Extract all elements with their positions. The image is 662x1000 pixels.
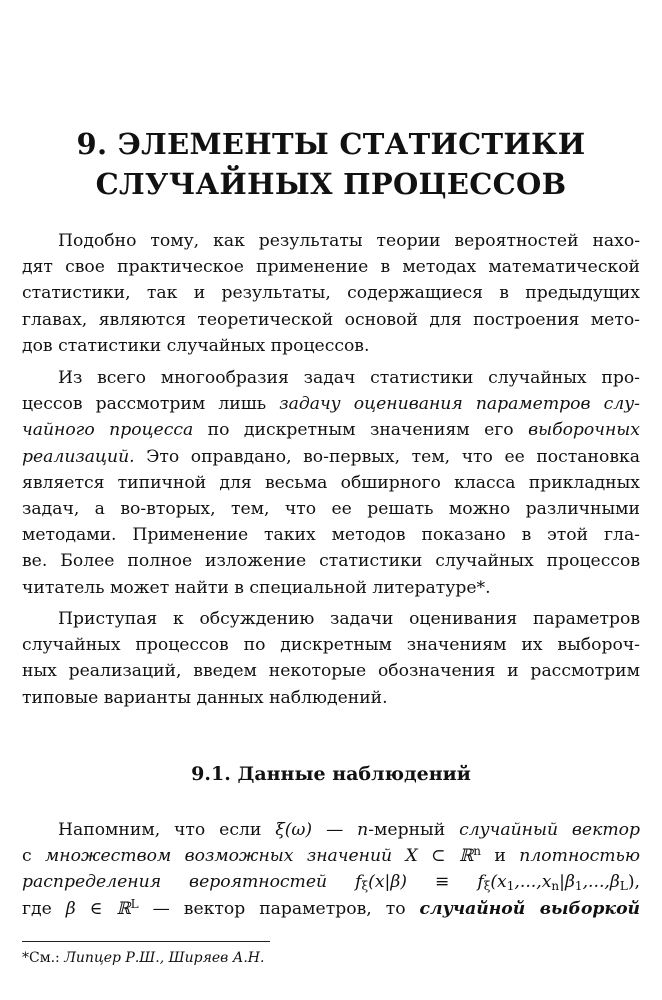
footnote-divider	[22, 941, 270, 942]
math-sup: L	[130, 896, 139, 911]
section-title: 9.1. Данные наблюдений	[191, 763, 471, 785]
text-line	[22, 843, 640, 869]
emphasis-sample: выборочных	[528, 420, 640, 441]
text-line: ных реализаций, введем некоторые обозначения и рассмотрим	[22, 661, 640, 682]
math-var: X ⊂ ℝ	[405, 846, 474, 867]
math-sub: 1	[506, 879, 515, 894]
text-line: читатель может найти в специальной литературе*.	[22, 577, 491, 598]
math-var: |β	[559, 872, 575, 893]
text-line	[22, 417, 640, 443]
math-n	[357, 820, 445, 840]
math-beta-in	[65, 896, 139, 919]
text-span: по дискретным значениям его	[207, 420, 514, 441]
text-line	[22, 869, 640, 895]
math-x-subset	[406, 846, 481, 866]
math-sub: n	[551, 879, 560, 894]
math-density-formula	[355, 872, 640, 892]
text-line: статистики, так и результаты, содержащиеся в предыдущих	[22, 283, 640, 304]
text-span: и	[494, 846, 506, 867]
chapter-title-line-1: 9. ЭЛЕМЕНТЫ СТАТИСТИКИ	[76, 127, 586, 161]
emphasis-value-set: множеством возможных значений	[45, 846, 393, 867]
math-var: (x|β) ≡ f	[368, 872, 484, 893]
text-line	[22, 391, 640, 417]
math-sub: L	[619, 879, 628, 894]
chapter-title	[20, 124, 642, 204]
emphasis-distribution: распределения вероятностей	[22, 872, 328, 893]
text-line: методами. Применение таких методов показано в этой гла-	[22, 525, 640, 546]
math-sub: ξ	[483, 879, 491, 894]
emphasis-random-sample: случайной выборкой	[419, 898, 641, 919]
text-line: главах, являются теоретической основой для построения мето-	[22, 309, 640, 330]
text-line: Приступая к обсуждению задачи оценивания параметров	[58, 609, 640, 629]
text-line: является типичной для весьма обширного класса прикладных	[22, 472, 640, 493]
math-sub: ξ	[361, 879, 369, 894]
footnote-mark: *См.:	[22, 950, 60, 966]
footnote-authors: Липцер Р.Ш., Ширяев А.Н.	[64, 950, 265, 966]
text-line: типовые варианты данных наблюдений.	[22, 687, 388, 708]
emphasis-random-vector: случайный вектор	[459, 820, 641, 840]
text-span: с	[22, 846, 32, 867]
text-line: задач, а во-вторых, тем, что ее решать можно различными	[22, 499, 640, 520]
math-var: (x	[490, 872, 507, 893]
text-line	[22, 817, 640, 843]
paragraph-definition	[22, 817, 640, 922]
text-span: где	[22, 898, 52, 919]
text-line: дов статистики случайных процессов.	[22, 335, 370, 356]
math-sup: n	[473, 844, 481, 859]
footnote	[22, 948, 640, 968]
emphasis-density: плотностью	[519, 846, 641, 867]
text-span: — вектор параметров, то	[152, 898, 406, 919]
text-line: случайных процессов по дискретным значениям их выбороч-	[22, 635, 640, 656]
text-line	[22, 896, 640, 922]
math-var: n	[357, 820, 369, 840]
text-line: Подобно тому, как результаты теории вероятностей нахо-	[58, 231, 640, 251]
math-sub: 1	[574, 879, 583, 894]
paragraph-task	[22, 365, 640, 601]
text-span: —	[326, 820, 344, 840]
text-line: ве. Более полное изложение статистики случайных процессов	[22, 551, 640, 572]
text-span: ),	[627, 872, 640, 893]
text-span: цессов рассмотрим лишь	[22, 394, 267, 415]
emphasis-realizations: реализаций.	[22, 446, 135, 467]
emphasis-task-cont: чайного процесса	[22, 420, 194, 441]
text-line: дят свое практическое применение в методах математической	[22, 257, 640, 278]
math-var: β ∈ ℝ	[65, 898, 131, 919]
text-line	[22, 444, 640, 470]
text-span: Это оправдано, во-первых, тем, что ее постановка	[146, 446, 640, 467]
text-span: -мерный	[368, 820, 446, 840]
math-var: f	[355, 872, 362, 893]
emphasis-task: задачу оценивания параметров слу-	[279, 394, 640, 415]
math-xi-omega: ξ(ω)	[275, 820, 313, 840]
text-span: Напомним, что если	[58, 820, 262, 840]
math-var: ,...,β	[582, 872, 620, 893]
math-var: ,...,x	[514, 872, 552, 893]
paragraph-intro	[22, 228, 640, 359]
text-line: Из всего многообразия задач статистики случайных про-	[58, 368, 640, 388]
chapter-title-line-2: СЛУЧАЙНЫХ ПРОЦЕССОВ	[95, 167, 567, 201]
paragraph-notation	[22, 606, 640, 711]
